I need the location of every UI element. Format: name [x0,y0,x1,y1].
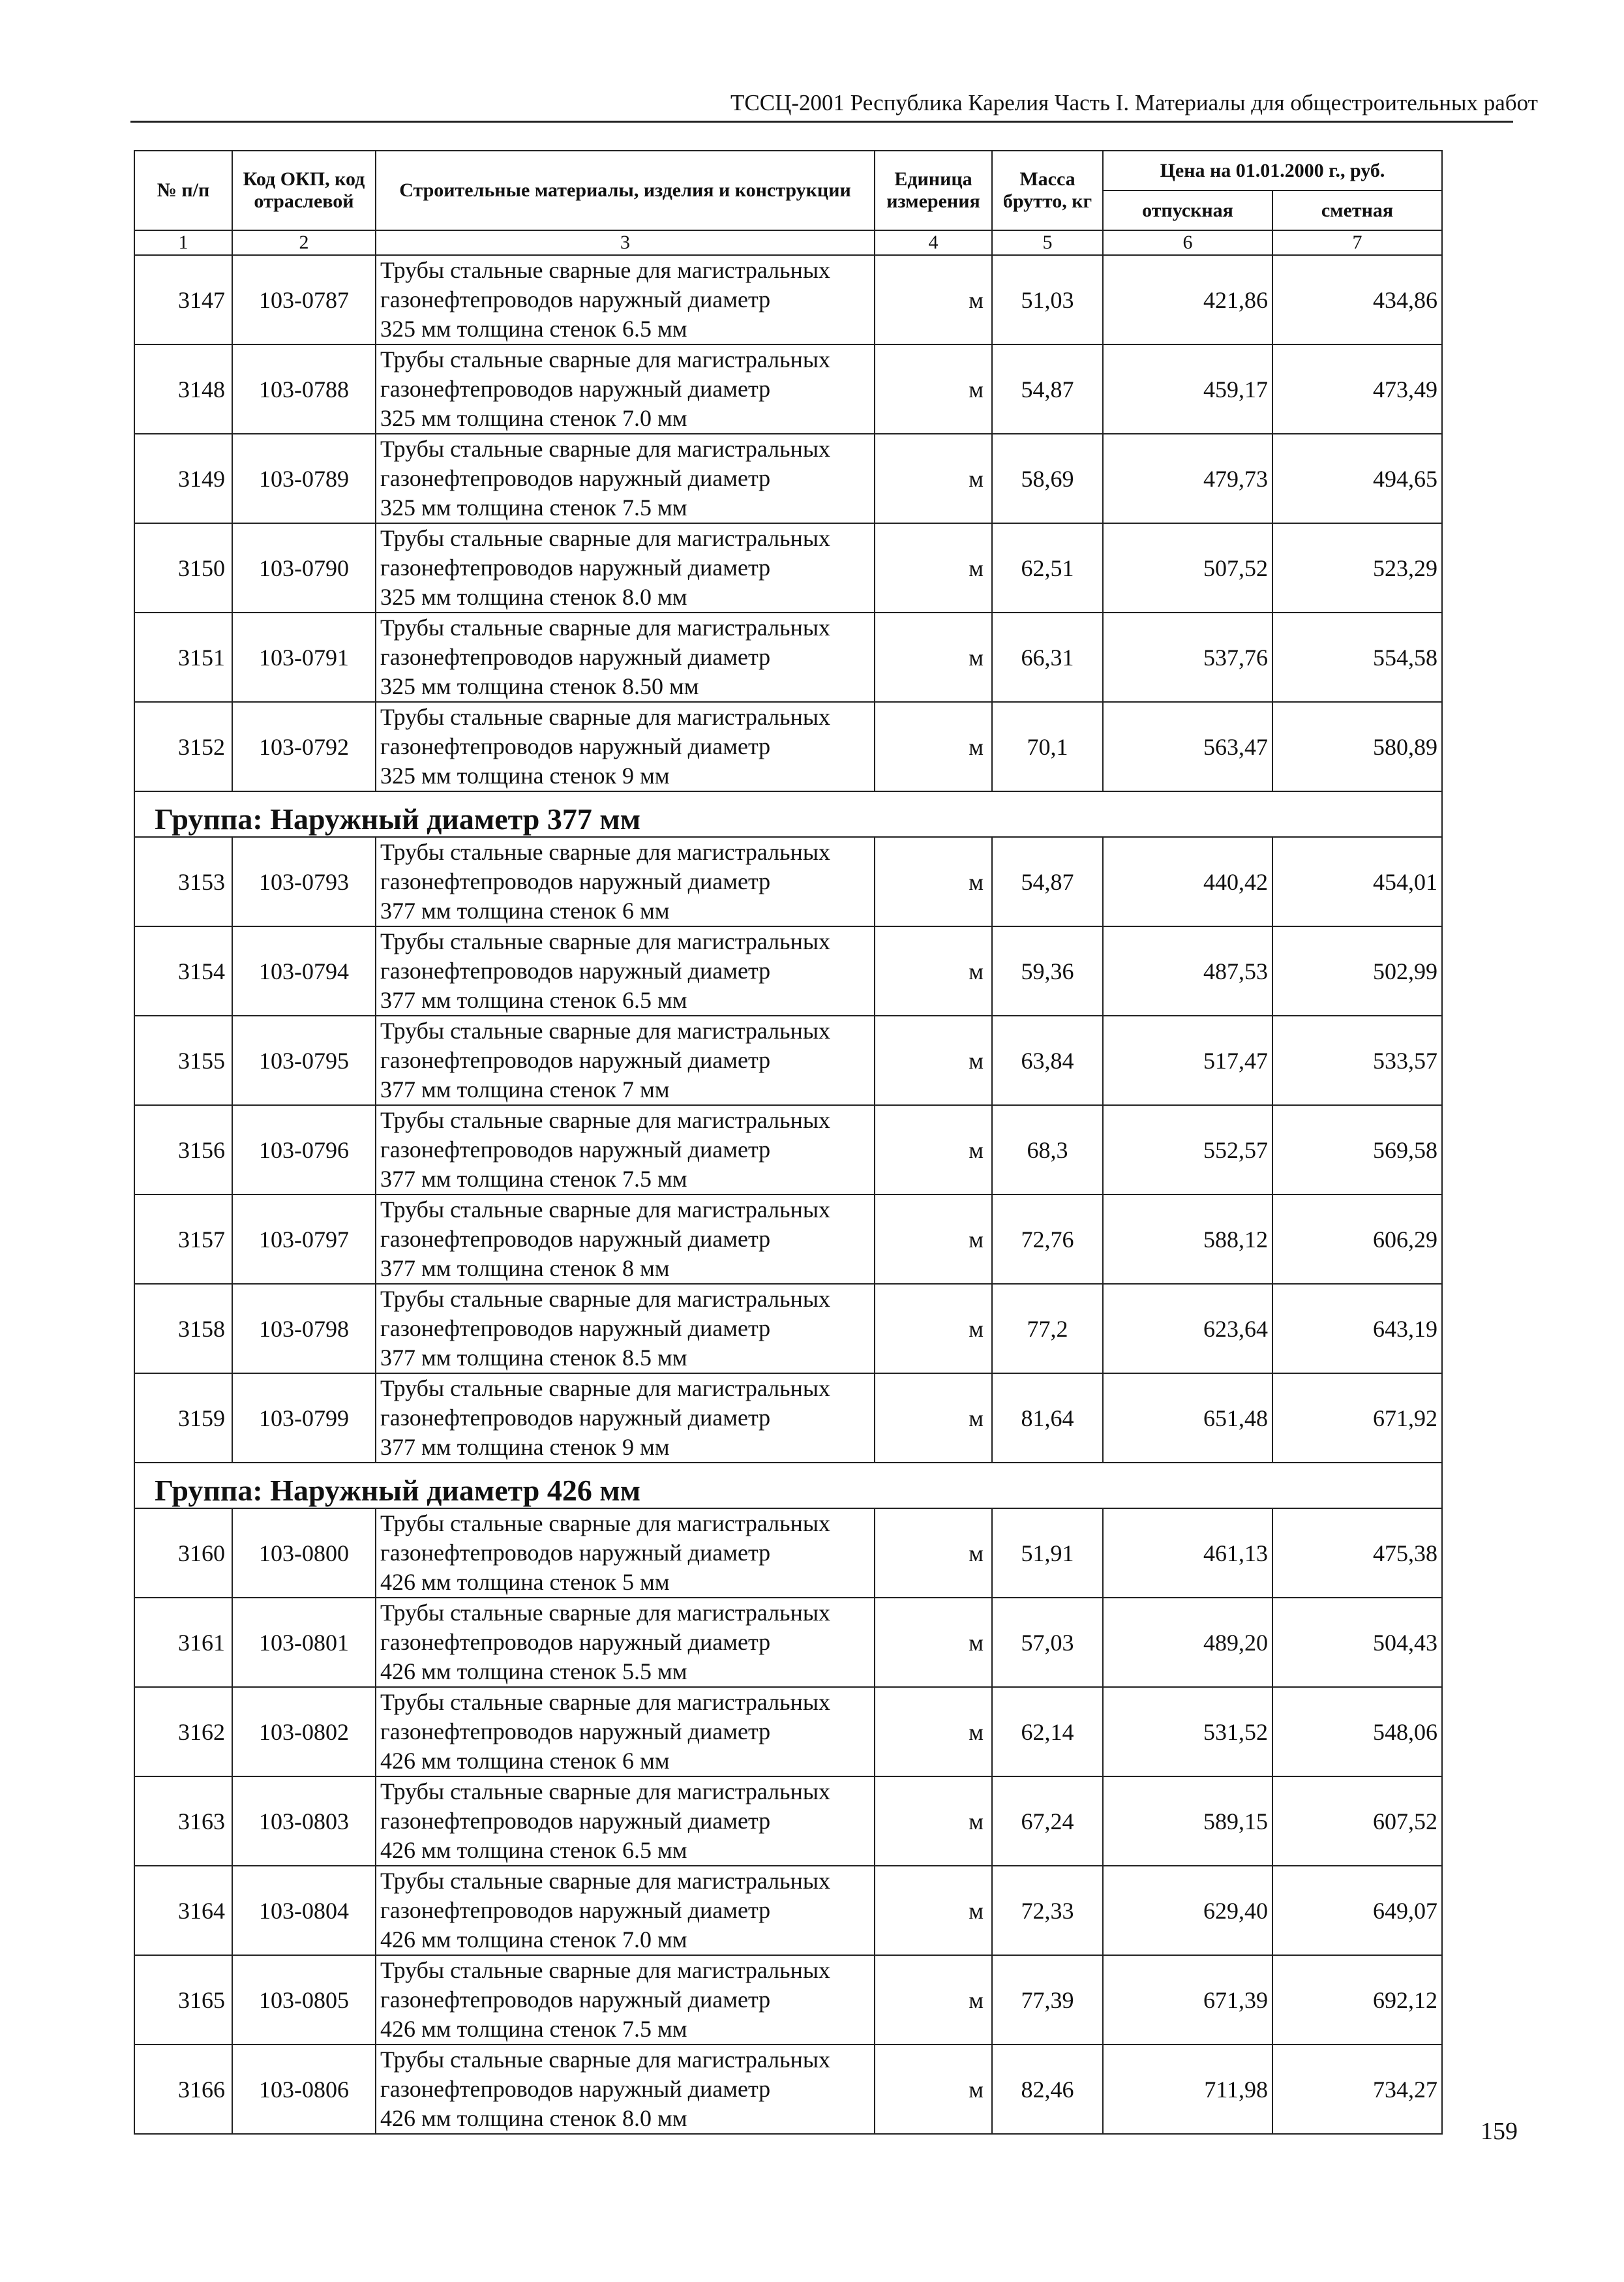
description-line: газонефтепроводов наружный диаметр [380,1718,771,1744]
description-line: 377 мм толщина стенок 8.5 мм [380,1345,687,1371]
row-unit: м [875,344,992,434]
table-row [134,1776,1442,1866]
row-description [376,434,875,523]
description-line: 325 мм толщина стенок 7.5 мм [380,494,687,521]
row-unit: м [875,1105,992,1194]
description-line: 426 мм толщина стенок 6 мм [380,1748,670,1774]
table-row [134,434,1442,523]
row-price-estimate: 473,49 [1272,344,1442,434]
row-number: 3162 [134,1687,232,1776]
row-price-estimate: 692,12 [1272,1955,1442,2045]
row-description [376,1016,875,1105]
description-line: Трубы стальные сварные для магистральных [380,1868,831,1894]
row-number: 3148 [134,344,232,434]
row-price-estimate: 454,01 [1272,837,1442,926]
row-price-release: 489,20 [1103,1598,1272,1687]
row-price-release: 552,57 [1103,1105,1272,1194]
row-description [376,2045,875,2134]
table-row [134,613,1442,702]
description-line: газонефтепроводов наружный диаметр [380,1226,771,1252]
description-line: Трубы стальные сварные для магистральных [380,1286,831,1312]
header-name: Строительные материалы, изделия и конструкции [376,151,875,230]
row-number: 3161 [134,1598,232,1687]
column-number: 1 [134,230,232,255]
row-code: 103-0791 [232,613,376,702]
row-price-estimate: 502,99 [1272,926,1442,1016]
row-price-estimate: 475,38 [1272,1508,1442,1598]
row-mass: 62,51 [992,523,1103,613]
row-number: 3165 [134,1955,232,2045]
row-mass: 82,46 [992,2045,1103,2134]
description-line: 325 мм толщина стенок 7.0 мм [380,405,687,431]
row-description [376,837,875,926]
row-unit: м [875,926,992,1016]
row-description [376,1373,875,1463]
description-line: Трубы стальные сварные для магистральных [380,257,831,283]
description-line: Трубы стальные сварные для магистральных [380,436,831,462]
row-code: 103-0792 [232,702,376,791]
row-price-release: 421,86 [1103,255,1272,344]
description-line: газонефтепроводов наружный диаметр [380,2076,771,2102]
description-line: Трубы стальные сварные для магистральных [380,1510,831,1536]
description-line: газонефтепроводов наружный диаметр [380,1897,771,1923]
row-unit: м [875,1194,992,1284]
description-line: Трубы стальные сварные для магистральных [380,704,831,730]
description-line: газонефтепроводов наружный диаметр [380,555,771,581]
table-row [134,255,1442,344]
description-line: Трубы стальные сварные для магистральных [380,615,831,641]
table-row [134,344,1442,434]
header-price-release: отпускная [1103,190,1272,230]
description-line: Трубы стальные сварные для магистральных [380,928,831,954]
row-unit: м [875,523,992,613]
row-number: 3156 [134,1105,232,1194]
description-line: 377 мм толщина стенок 8 мм [380,1255,670,1281]
description-line: Трубы стальные сварные для магистральных [380,1018,831,1044]
row-mass: 68,3 [992,1105,1103,1194]
table-row [134,1598,1442,1687]
row-description [376,523,875,613]
table-row [134,1105,1442,1194]
row-mass: 59,36 [992,926,1103,1016]
row-description [376,1866,875,1955]
row-code: 103-0794 [232,926,376,1016]
row-description [376,1105,875,1194]
description-line: 377 мм толщина стенок 7 мм [380,1076,670,1103]
row-unit: м [875,1373,992,1463]
description-line: газонефтепроводов наружный диаметр [380,1047,771,1073]
row-code: 103-0795 [232,1016,376,1105]
row-price-release: 563,47 [1103,702,1272,791]
row-unit: м [875,1508,992,1598]
row-price-release: 588,12 [1103,1194,1272,1284]
description-line: Трубы стальные сварные для магистральных [380,346,831,373]
row-code: 103-0801 [232,1598,376,1687]
row-number: 3154 [134,926,232,1016]
row-description [376,1776,875,1866]
header-code: Код ОКП, код отраслевой [232,151,376,230]
table-row [134,1194,1442,1284]
description-line: газонефтепроводов наружный диаметр [380,733,771,759]
table-row [134,1955,1442,2045]
row-mass: 77,39 [992,1955,1103,2045]
column-number: 6 [1103,230,1272,255]
description-line: газонефтепроводов наружный диаметр [380,286,771,312]
row-description [376,1955,875,2045]
table-row [134,2045,1442,2134]
row-mass: 54,87 [992,344,1103,434]
row-description [376,1687,875,1776]
row-unit: м [875,1284,992,1373]
row-price-release: 537,76 [1103,613,1272,702]
row-price-estimate: 734,27 [1272,2045,1442,2134]
column-number: 5 [992,230,1103,255]
row-price-release: 629,40 [1103,1866,1272,1955]
row-mass: 70,1 [992,702,1103,791]
row-price-release: 459,17 [1103,344,1272,434]
description-line: газонефтепроводов наружный диаметр [380,1315,771,1341]
row-price-estimate: 643,19 [1272,1284,1442,1373]
row-price-estimate: 494,65 [1272,434,1442,523]
description-line: 377 мм толщина стенок 9 мм [380,1434,670,1460]
row-price-release: 461,13 [1103,1508,1272,1598]
row-description [376,926,875,1016]
row-price-release: 671,39 [1103,1955,1272,2045]
description-line: газонефтепроводов наружный диаметр [380,958,771,984]
group-heading-row [134,1463,1442,1508]
row-description [376,1508,875,1598]
column-number: 7 [1272,230,1442,255]
row-price-release: 589,15 [1103,1776,1272,1866]
row-number: 3160 [134,1508,232,1598]
row-code: 103-0788 [232,344,376,434]
row-unit: м [875,1776,992,1866]
description-line: газонефтепроводов наружный диаметр [380,1405,771,1431]
description-line: газонефтепроводов наружный диаметр [380,1136,771,1163]
row-price-estimate: 606,29 [1272,1194,1442,1284]
row-unit: м [875,613,992,702]
description-line: Трубы стальные сварные для магистральных [380,1196,831,1223]
description-line: 426 мм толщина стенок 7.0 мм [380,1926,687,1953]
row-price-release: 507,52 [1103,523,1272,613]
row-description [376,702,875,791]
table-row [134,1373,1442,1463]
row-code: 103-0796 [232,1105,376,1194]
row-price-estimate: 580,89 [1272,702,1442,791]
row-code: 103-0803 [232,1776,376,1866]
row-unit: м [875,1687,992,1776]
row-unit: м [875,2045,992,2134]
description-line: 377 мм толщина стенок 6 мм [380,898,670,924]
row-code: 103-0787 [232,255,376,344]
description-line: Трубы стальные сварные для магистральных [380,1778,831,1804]
row-price-estimate: 434,86 [1272,255,1442,344]
row-code: 103-0789 [232,434,376,523]
page-number: 159 [1481,2118,1518,2145]
column-number: 3 [376,230,875,255]
description-line: газонефтепроводов наружный диаметр [380,1986,771,2013]
row-mass: 57,03 [992,1598,1103,1687]
row-number: 3164 [134,1866,232,1955]
table-row [134,1284,1442,1373]
row-mass: 72,76 [992,1194,1103,1284]
description-line: Трубы стальные сварные для магистральных [380,1600,831,1626]
row-number: 3163 [134,1776,232,1866]
table-row [134,837,1442,926]
row-code: 103-0800 [232,1508,376,1598]
running-header: ТССЦ-2001 Республика Карелия Часть I. Материалы для общестроительных работ [730,90,1538,115]
header-rule [130,121,1513,123]
description-line: 325 мм толщина стенок 8.50 мм [380,673,699,699]
description-line: газонефтепроводов наружный диаметр [380,644,771,670]
row-number: 3159 [134,1373,232,1463]
row-price-estimate: 548,06 [1272,1687,1442,1776]
row-price-release: 623,64 [1103,1284,1272,1373]
row-code: 103-0805 [232,1955,376,2045]
description-line: газонефтепроводов наружный диаметр [380,1808,771,1834]
description-line: 377 мм толщина стенок 7.5 мм [380,1166,687,1192]
table-row [134,1687,1442,1776]
price-table [134,150,1443,2135]
group-heading-row [134,791,1442,837]
row-unit: м [875,255,992,344]
row-number: 3152 [134,702,232,791]
description-line: газонефтепроводов наружный диаметр [380,376,771,402]
row-description [376,255,875,344]
row-price-release: 531,52 [1103,1687,1272,1776]
row-mass: 51,03 [992,255,1103,344]
row-number: 3151 [134,613,232,702]
description-line: 426 мм толщина стенок 5.5 мм [380,1658,687,1684]
description-line: Трубы стальные сварные для магистральных [380,1375,831,1401]
description-line: Трубы стальные сварные для магистральных [380,2046,831,2073]
row-price-release: 440,42 [1103,837,1272,926]
row-number: 3149 [134,434,232,523]
column-number: 2 [232,230,376,255]
row-code: 103-0806 [232,2045,376,2134]
table-row [134,1508,1442,1598]
row-number: 3150 [134,523,232,613]
row-code: 103-0802 [232,1687,376,1776]
row-mass: 66,31 [992,613,1103,702]
row-number: 3158 [134,1284,232,1373]
row-number: 3157 [134,1194,232,1284]
row-mass: 67,24 [992,1776,1103,1866]
row-code: 103-0793 [232,837,376,926]
row-description [376,1284,875,1373]
table-row [134,523,1442,613]
description-line: Трубы стальные сварные для магистральных [380,525,831,551]
header-price-estimate: сметная [1272,190,1442,230]
description-line: 325 мм толщина стенок 8.0 мм [380,584,687,610]
table-body [134,255,1442,2134]
row-unit: м [875,1866,992,1955]
row-code: 103-0790 [232,523,376,613]
description-line: Трубы стальные сварные для магистральных [380,1957,831,1983]
description-line: 325 мм толщина стенок 9 мм [380,763,670,789]
row-price-estimate: 671,92 [1272,1373,1442,1463]
row-number: 3147 [134,255,232,344]
row-mass: 72,33 [992,1866,1103,1955]
row-mass: 51,91 [992,1508,1103,1598]
row-code: 103-0799 [232,1373,376,1463]
row-price-estimate: 533,57 [1272,1016,1442,1105]
row-mass: 54,87 [992,837,1103,926]
group-heading: Группа: Наружный диаметр 426 мм [134,1463,1442,1508]
description-line: 426 мм толщина стенок 5 мм [380,1569,670,1595]
row-mass: 63,84 [992,1016,1103,1105]
row-description [376,1598,875,1687]
description-line: 426 мм толщина стенок 8.0 мм [380,2105,687,2131]
description-line: Трубы стальные сварные для магистральных [380,1107,831,1133]
group-heading: Группа: Наружный диаметр 377 мм [134,791,1442,837]
row-unit: м [875,1016,992,1105]
description-line: 426 мм толщина стенок 7.5 мм [380,2016,687,2042]
row-number: 3155 [134,1016,232,1105]
description-line: газонефтепроводов наружный диаметр [380,868,771,894]
row-mass: 58,69 [992,434,1103,523]
row-code: 103-0798 [232,1284,376,1373]
description-line: 426 мм толщина стенок 6.5 мм [380,1837,687,1863]
row-unit: м [875,1598,992,1687]
row-number: 3166 [134,2045,232,2134]
row-unit: м [875,434,992,523]
row-price-estimate: 607,52 [1272,1776,1442,1866]
column-number-row [134,230,1442,255]
table-row [134,702,1442,791]
row-mass: 77,2 [992,1284,1103,1373]
row-price-release: 487,53 [1103,926,1272,1016]
table-row [134,1016,1442,1105]
row-price-estimate: 523,29 [1272,523,1442,613]
row-price-release: 651,48 [1103,1373,1272,1463]
row-code: 103-0804 [232,1866,376,1955]
row-price-release: 479,73 [1103,434,1272,523]
description-line: газонефтепроводов наружный диаметр [380,465,771,491]
column-number: 4 [875,230,992,255]
row-price-release: 517,47 [1103,1016,1272,1105]
row-price-estimate: 569,58 [1272,1105,1442,1194]
row-price-estimate: 649,07 [1272,1866,1442,1955]
header-mass: Масса брутто, кг [992,151,1103,230]
row-number: 3153 [134,837,232,926]
row-unit: м [875,837,992,926]
description-line: газонефтепроводов наружный диаметр [380,1540,771,1566]
row-price-release: 711,98 [1103,2045,1272,2134]
row-mass: 81,64 [992,1373,1103,1463]
row-mass: 62,14 [992,1687,1103,1776]
description-line: газонефтепроводов наружный диаметр [380,1629,771,1655]
header-price-group: Цена на 01.01.2000 г., руб. [1103,151,1442,190]
row-unit: м [875,702,992,791]
row-description [376,1194,875,1284]
description-line: 377 мм толщина стенок 6.5 мм [380,987,687,1013]
description-line: 325 мм толщина стенок 6.5 мм [380,316,687,342]
header-num: № п/п [134,151,232,230]
row-description [376,344,875,434]
description-line: Трубы стальные сварные для магистральных [380,1689,831,1715]
row-price-estimate: 554,58 [1272,613,1442,702]
row-unit: м [875,1955,992,2045]
description-line: Трубы стальные сварные для магистральных [380,839,831,865]
row-code: 103-0797 [232,1194,376,1284]
table-row [134,926,1442,1016]
row-price-estimate: 504,43 [1272,1598,1442,1687]
row-description [376,613,875,702]
header-unit: Единица измерения [875,151,992,230]
table-row [134,1866,1442,1955]
